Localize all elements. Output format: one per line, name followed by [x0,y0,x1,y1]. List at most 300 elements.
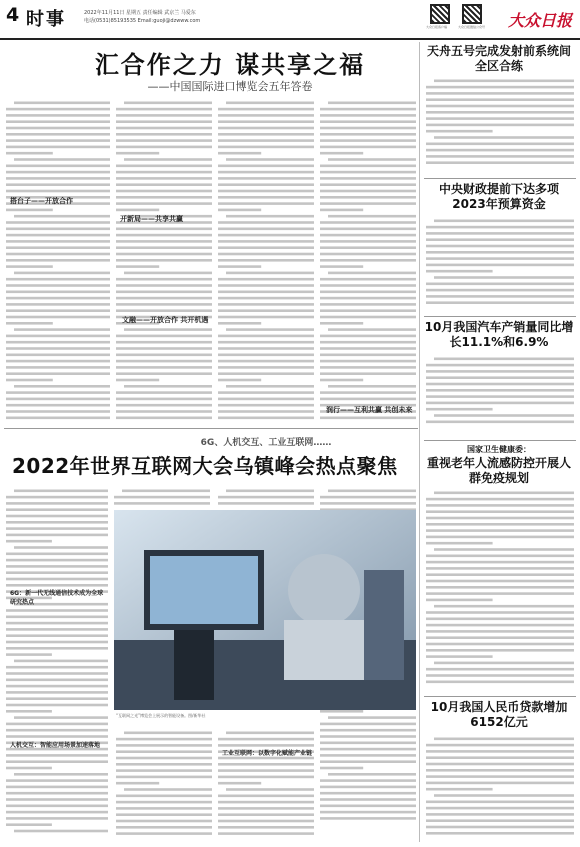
text-line [218,398,314,401]
text-line [116,738,212,741]
text-line [426,364,574,367]
text-line [320,165,416,168]
text-line [6,297,110,300]
text-line [426,586,574,589]
text-line [6,672,108,675]
text-line [116,744,212,747]
text-line [218,246,314,249]
body-text-lines [116,730,212,838]
text-line [6,177,110,180]
text-line [426,289,574,292]
text-line [226,385,314,388]
body-text-lines [6,488,108,838]
qr-code-icon [462,4,482,24]
text-line [320,202,416,205]
text-line [116,832,212,835]
text-line [116,228,212,231]
text-line [320,779,416,782]
text-line [6,515,108,518]
section-name: 时事 [26,9,66,30]
text-line [426,832,574,835]
text-line [328,490,416,493]
text-line [320,120,416,123]
text-line [6,647,108,650]
text-line [426,592,574,595]
text-line [434,220,574,223]
page-number: 4 [6,4,20,26]
text-line [320,742,416,745]
text-line [6,527,108,530]
text-line [426,573,574,576]
text-line [116,757,212,760]
text-line [434,80,574,83]
text-line [218,297,314,300]
text-line [116,341,212,344]
text-line [116,177,212,180]
text-line [320,278,416,281]
text-line [218,417,314,420]
right-story-body [426,218,574,308]
text-line [116,820,212,823]
text-line [218,146,314,149]
text-line [218,738,314,741]
text-line [226,788,314,791]
text-line [6,171,110,174]
text-line [426,283,574,286]
right-story-body [426,78,574,168]
text-line [6,165,110,168]
text-line [6,622,108,625]
column-divider [419,42,420,842]
text-line [6,322,53,325]
text-line [426,251,574,254]
text-line [6,253,110,256]
text-line [426,504,574,507]
text-line [218,291,314,294]
text-line [426,542,493,545]
text-line [320,196,416,199]
text-line [320,309,416,312]
text-line [116,190,212,193]
text-line [6,565,108,568]
text-line [426,295,574,298]
text-line [426,155,574,158]
text-line [320,246,416,249]
text-line [6,779,108,782]
text-line [434,358,574,361]
body-text-lines [426,490,574,690]
text-line [6,691,108,694]
text-line [426,624,574,627]
wic-body-column [116,730,212,838]
text-line [116,391,212,394]
text-line [116,284,212,287]
text-line [320,322,363,325]
text-line [320,152,363,155]
text-line [320,792,416,795]
text-line [14,385,110,388]
text-line [218,165,314,168]
text-line [426,92,574,95]
text-line [426,782,574,785]
text-line [426,124,574,127]
masthead [0,0,580,40]
text-line [426,149,574,152]
text-line [218,744,314,747]
text-line [426,395,574,398]
text-line [6,792,108,795]
text-line [218,221,314,224]
text-line [426,668,574,671]
text-line [218,763,314,766]
text-line [218,127,314,130]
text-line [320,502,416,505]
text-line [320,259,416,262]
text-line [320,347,416,350]
text-line [320,735,416,738]
text-line [6,341,110,344]
text-line [6,609,108,612]
text-line [114,496,210,499]
wic-body-column [218,730,314,838]
text-line [116,234,212,237]
text-line [218,366,314,369]
text-line [218,190,314,193]
text-line [218,410,314,413]
text-line [116,183,212,186]
text-line [320,316,416,319]
text-line [6,372,110,375]
text-line [320,786,416,789]
text-line [434,492,574,495]
right-story-body [426,490,574,690]
text-line [426,630,574,633]
text-line [320,729,416,732]
text-line [116,813,212,816]
text-line [426,238,574,241]
text-line [6,540,52,543]
text-line [426,819,574,822]
text-line [116,763,212,766]
wic-body-column [218,488,314,508]
text-line [116,139,212,142]
text-line [426,130,493,133]
text-line [426,561,574,564]
text-line [6,534,108,537]
text-line [14,272,110,275]
text-line [426,517,574,520]
text-line [6,653,52,656]
text-line [218,757,314,760]
text-line [114,502,210,505]
text-line [434,605,574,608]
text-line [218,114,314,117]
text-line [14,215,110,218]
text-line [124,102,212,105]
text-line [14,830,108,833]
right-story-headline: 10月我国人民币贷款增加6152亿元 [430,700,568,729]
text-line [226,732,314,735]
text-line [426,611,574,614]
text-line [426,599,493,602]
text-line [426,143,574,146]
text-line [218,347,314,350]
text-line [218,234,314,237]
text-line [320,234,416,237]
text-line [218,316,314,319]
text-line [320,284,416,287]
text-line [6,309,110,312]
text-line [14,102,110,105]
text-line [320,805,416,808]
text-line [6,723,108,726]
text-line [320,417,416,420]
text-line [218,133,314,136]
text-line [426,744,574,747]
text-line [6,284,110,287]
lead-subhead: 开新局——共享共赢 [120,215,183,223]
right-story-headline: 中央财政提前下达多项2023年预算资金 [438,182,559,211]
text-line [328,272,416,275]
text-line [218,177,314,180]
text-line [6,404,110,407]
text-line [6,316,110,319]
text-line [6,152,53,155]
text-line [6,697,108,700]
body-text-lines [426,78,574,168]
text-line [218,379,261,382]
text-line [426,536,574,539]
text-line [218,813,314,816]
divider [4,428,418,429]
text-line [6,108,110,111]
text-line [6,685,108,688]
text-line [434,276,574,279]
text-line [320,366,416,369]
text-line [6,578,108,581]
wic-subhead: 工业互联网：以数字化赋能产业链 [222,750,313,757]
text-line [218,354,314,357]
text-line [218,152,261,155]
text-line [218,795,314,798]
text-line [320,723,416,726]
text-line [226,272,314,275]
text-line [116,354,212,357]
divider [424,316,576,317]
text-line [320,240,416,243]
text-line [218,183,314,186]
text-line [6,209,53,212]
wic-photo-graphic [114,510,416,710]
text-line [320,341,416,344]
text-line [218,502,314,505]
text-line [226,158,314,161]
wic-subhead: 人机交互：智能应用场景加速落地 [10,742,101,749]
text-line [426,389,574,392]
text-line [116,360,212,363]
text-line [6,811,108,814]
text-line [116,246,212,249]
body-text-lines [426,218,574,308]
text-line [14,773,108,776]
text-line [320,183,416,186]
text-line [218,801,314,804]
text-line [218,240,314,243]
text-line [320,798,416,801]
text-line [124,328,212,331]
text-line [14,328,110,331]
text-line [218,391,314,394]
text-line [320,297,416,300]
text-line [218,322,261,325]
text-line [116,404,212,407]
lead-body-column [320,100,416,425]
text-line [6,521,108,524]
text-line [116,202,212,205]
text-line [6,754,108,757]
text-line [6,379,53,382]
text-line [116,372,212,375]
text-line [426,567,574,570]
right-story-body [426,356,574,426]
text-line [6,634,108,637]
text-line [116,108,212,111]
text-line [116,303,212,306]
newspaper-logo: 大众日报 [508,11,573,30]
text-line [6,508,108,511]
text-line [320,127,416,130]
text-line [218,832,314,835]
text-line [6,234,110,237]
text-line [6,786,108,789]
text-line [426,775,574,778]
text-line [426,674,574,677]
text-line [14,660,108,663]
text-line [6,114,110,117]
text-line [426,655,493,658]
text-line [6,139,110,142]
text-line [218,265,261,268]
text-line [6,571,108,574]
text-line [116,278,212,281]
text-line [320,253,416,256]
lead-subheadline: ——中国国际进口博览会五年答卷 [147,80,313,93]
right-story-headline: 重视老年人流感防控开展人群免疫规划 [426,456,571,485]
text-line [6,710,52,713]
text-line [6,146,110,149]
text-line [218,202,314,205]
text-line [218,303,314,306]
text-line [426,270,493,273]
text-line [116,127,212,130]
text-line [218,139,314,142]
text-line [116,120,212,123]
text-line [6,221,110,224]
text-line [14,546,108,549]
text-line [6,823,52,826]
text-line [116,776,212,779]
text-line [116,297,212,300]
text-line [6,335,110,338]
text-line [320,303,416,306]
text-line [426,801,574,804]
text-line [116,826,212,829]
text-line [6,133,110,136]
text-line [426,769,574,772]
text-line [426,232,574,235]
text-line [320,398,416,401]
text-line [124,732,212,735]
text-line [218,820,314,823]
text-line [6,760,108,763]
text-line [116,769,212,772]
text-line [116,366,212,369]
text-line [218,404,314,407]
text-line [6,704,108,707]
text-line [328,102,416,105]
text-line [116,398,212,401]
text-line [320,760,416,763]
text-line [6,559,108,562]
wic-photo [114,510,416,710]
text-line [218,209,261,212]
text-line [426,257,574,260]
text-line [6,183,110,186]
text-line [226,102,314,105]
text-line [116,410,212,413]
text-line [6,303,110,306]
text-line [6,817,108,820]
text-line [218,807,314,810]
qr-caption: 大众日报微信公众号 [458,25,486,29]
text-line [426,117,574,120]
text-line [124,272,212,275]
text-line [116,146,212,149]
text-line [320,372,416,375]
body-text-lines [218,100,314,425]
text-line [6,767,52,770]
text-line [218,284,314,287]
text-line [426,636,574,639]
text-line [218,171,314,174]
text-line [218,259,314,262]
text-line [434,794,574,797]
text-line [6,265,53,268]
text-line [116,417,212,420]
text-line [6,616,108,619]
text-line [6,496,108,499]
text-line [320,146,416,149]
contact-meta: 电话(0531)85193535 Email:guoji@dzwww.com [84,18,201,24]
right-story-kicker: 国家卫生健康委： [467,445,531,454]
text-line [116,165,212,168]
text-line [426,408,493,411]
text-line [320,108,416,111]
text-line [6,410,110,413]
text-line [426,813,574,816]
text-line [426,618,574,621]
text-line [122,490,210,493]
text-line [218,278,314,281]
wic-kicker: 6G、人机交互、工业互联网…… [200,438,332,448]
photo-caption: “互联网之光”博览会上展示的智能设备。图/新华社 [116,713,206,718]
divider [424,178,576,179]
text-line [218,782,261,785]
text-line [426,580,574,583]
text-line [6,120,110,123]
text-line [426,402,574,405]
text-line [426,105,574,108]
